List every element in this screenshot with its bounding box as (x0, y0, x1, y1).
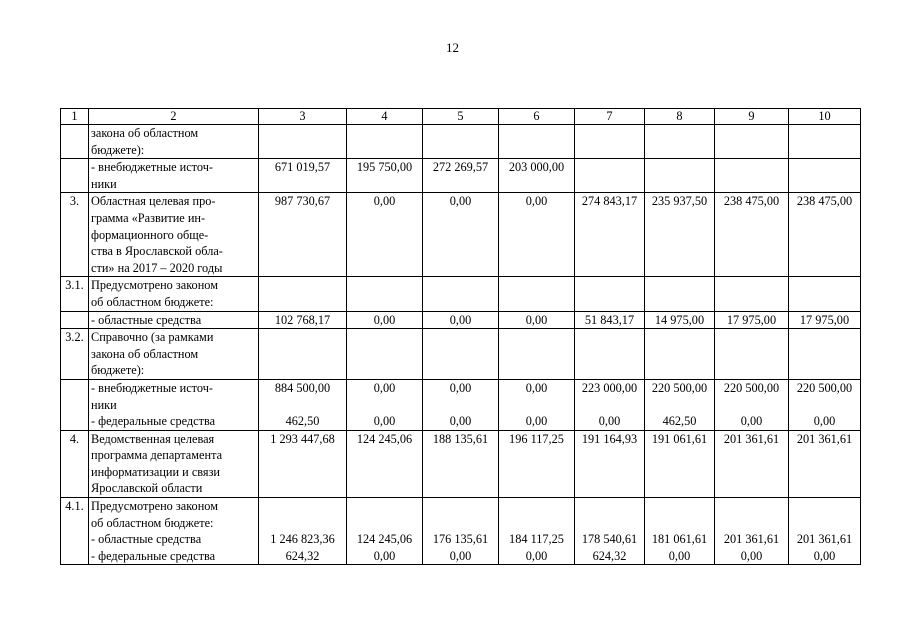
row-name-line: - федеральные средства (91, 548, 216, 563)
value: 188 135,61 (432, 431, 489, 446)
table-row (61, 329, 861, 380)
value: 274 843,17 (581, 194, 638, 209)
value (349, 498, 420, 515)
value-cell-col-5 (423, 125, 499, 159)
value-cell-col-3 (259, 498, 347, 565)
value (577, 515, 642, 532)
value (647, 515, 712, 532)
value-cell-col-3 (259, 311, 347, 329)
value (349, 515, 420, 532)
value: 17 975,00 (799, 312, 850, 327)
value (717, 397, 786, 414)
value-cell-col-5 (423, 159, 499, 193)
value: 191 164,93 (581, 431, 638, 446)
table-row (61, 193, 861, 277)
value (791, 515, 858, 532)
column-header-3: 3 (259, 109, 347, 125)
value (425, 498, 496, 515)
value (647, 397, 712, 414)
value-cell-col-6 (499, 159, 575, 193)
row-name-line: Областная целевая про- (91, 194, 216, 209)
value (261, 397, 344, 414)
row-name-line: закона об областном (91, 346, 199, 361)
page-number: 12 (446, 40, 459, 55)
table-body (61, 125, 861, 565)
column-header-2: 2 (89, 109, 259, 125)
row-name (89, 193, 259, 277)
value: 17 975,00 (726, 312, 777, 327)
value: 238 475,00 (723, 194, 780, 209)
value: 462,50 (285, 414, 320, 429)
value-cell-col-9 (715, 498, 789, 565)
row-name-line: ники (91, 397, 117, 412)
row-name-line: - областные средства (91, 532, 202, 547)
value: 201 361,61 (723, 431, 780, 446)
row-name-line: формационного обще- (91, 227, 209, 242)
value (349, 397, 420, 414)
value-cell-col-6 (499, 379, 575, 430)
value-cell-col-5 (423, 329, 499, 380)
value: 51 843,17 (584, 312, 635, 327)
row-name-line: информатизации и связи (91, 464, 221, 479)
value (501, 515, 572, 532)
value (577, 397, 642, 414)
value: 102 768,17 (274, 312, 331, 327)
value: 0,00 (449, 548, 472, 563)
value-cell-col-9 (715, 125, 789, 159)
row-number: 3.1. (61, 277, 89, 311)
value-cell-col-4 (347, 430, 423, 497)
value-cell-col-4 (347, 125, 423, 159)
value-cell-col-8 (645, 159, 715, 193)
value-cell-col-5 (423, 277, 499, 311)
value: 987 730,67 (274, 194, 331, 209)
value-cell-col-7 (575, 277, 645, 311)
value: 0,00 (525, 548, 548, 563)
row-name-line: бюджете): (91, 363, 145, 378)
value-cell-col-8 (645, 193, 715, 277)
value: 0,00 (449, 380, 472, 395)
value: 0,00 (525, 414, 548, 429)
budget-table (60, 108, 861, 565)
row-name-line: об областном бюджете: (91, 294, 214, 309)
value-cell-col-3 (259, 329, 347, 380)
row-name (89, 329, 259, 380)
value-cell-col-10 (789, 498, 861, 565)
value-cell-col-3 (259, 379, 347, 430)
column-header-1: 1 (61, 109, 89, 125)
value: 0,00 (373, 380, 396, 395)
value-cell-col-9 (715, 193, 789, 277)
row-name-line: бюджете): (91, 142, 145, 157)
value: 0,00 (525, 194, 548, 209)
value-cell-col-6 (499, 498, 575, 565)
value: 0,00 (525, 380, 548, 395)
row-number: 3.2. (61, 329, 89, 380)
value: 0,00 (373, 194, 396, 209)
value: 184 117,25 (509, 532, 564, 547)
row-name-line: закона об областном (91, 126, 199, 140)
row-name (89, 498, 259, 565)
value: 624,32 (285, 548, 320, 563)
value (261, 498, 344, 515)
value: 272 269,57 (432, 160, 489, 175)
value: 0,00 (449, 194, 472, 209)
value: 0,00 (740, 548, 763, 563)
value-cell-col-10 (789, 379, 861, 430)
value-cell-col-4 (347, 159, 423, 193)
table-row (61, 430, 861, 497)
value: 0,00 (449, 414, 472, 429)
value-cell-col-7 (575, 311, 645, 329)
value: 0,00 (740, 414, 763, 429)
value: 0,00 (668, 548, 691, 563)
value-cell-col-9 (715, 430, 789, 497)
row-name-line: - внебюджетные источ- (91, 160, 213, 175)
value: 0,00 (813, 548, 836, 563)
row-name-line: ства в Ярославской обла- (91, 244, 223, 259)
value-cell-col-8 (645, 125, 715, 159)
value: 124 245,06 (356, 431, 413, 446)
value: 14 975,00 (654, 312, 705, 327)
value: 0,00 (449, 312, 472, 327)
row-name-line: об областном бюджете: (91, 515, 214, 530)
row-number (61, 379, 89, 430)
value: 178 540,61 (581, 532, 638, 547)
row-number (61, 311, 89, 329)
value-cell-col-5 (423, 498, 499, 565)
row-name-line: - федеральные средства (91, 414, 216, 429)
value-cell-col-10 (789, 193, 861, 277)
value-cell-col-6 (499, 311, 575, 329)
value: 195 750,00 (356, 160, 413, 175)
value-cell-col-4 (347, 329, 423, 380)
value-cell-col-4 (347, 193, 423, 277)
row-name-line: Справочно (за рамками (91, 330, 214, 345)
value-cell-col-3 (259, 277, 347, 311)
value-cell-col-4 (347, 311, 423, 329)
value: 0,00 (373, 548, 396, 563)
value-cell-col-10 (789, 125, 861, 159)
value-cell-col-5 (423, 311, 499, 329)
value-cell-col-9 (715, 311, 789, 329)
row-name-line: - областные средства (91, 312, 202, 327)
value-cell-col-9 (715, 379, 789, 430)
value (425, 515, 496, 532)
row-name-line: Предусмотрено законом (91, 278, 218, 293)
value: 235 937,50 (651, 194, 708, 209)
row-name-line: Ведомственная целевая (91, 431, 215, 446)
column-header-8: 8 (645, 109, 715, 125)
value (791, 397, 858, 414)
table-row (61, 379, 861, 430)
value-cell-col-9 (715, 159, 789, 193)
table-row (61, 125, 861, 159)
table-row (61, 498, 861, 565)
value: 0,00 (373, 312, 396, 327)
value-cell-col-6 (499, 329, 575, 380)
value (717, 515, 786, 532)
row-name-line: грамма «Развитие ин- (91, 210, 206, 225)
value-cell-col-3 (259, 193, 347, 277)
value: 220 500,00 (796, 380, 853, 395)
row-name-line: Ярославской области (91, 481, 203, 496)
value: 884 500,00 (274, 380, 331, 395)
value (791, 498, 858, 515)
value: 238 475,00 (796, 194, 853, 209)
value-cell-col-7 (575, 193, 645, 277)
row-name-line: ники (91, 176, 117, 191)
value-cell-col-7 (575, 379, 645, 430)
column-header-6: 6 (499, 109, 575, 125)
value-cell-col-7 (575, 329, 645, 380)
value-cell-col-3 (259, 125, 347, 159)
value (647, 498, 712, 515)
table-row (61, 311, 861, 329)
value: 191 061,61 (651, 431, 708, 446)
value (425, 397, 496, 414)
value: 176 135,61 (432, 532, 489, 547)
value (577, 498, 642, 515)
row-number: 4.1. (61, 498, 89, 565)
column-header-10: 10 (789, 109, 861, 125)
row-number (61, 125, 89, 159)
row-name (89, 311, 259, 329)
value: 203 000,00 (508, 160, 565, 175)
value-cell-col-4 (347, 277, 423, 311)
row-name (89, 379, 259, 430)
value-cell-col-6 (499, 125, 575, 159)
value: 124 245,06 (356, 532, 413, 547)
table-row (61, 277, 861, 311)
value (717, 498, 786, 515)
value-cell-col-5 (423, 430, 499, 497)
value: 0,00 (813, 414, 836, 429)
table-row (61, 159, 861, 193)
value: 1 246 823,36 (270, 532, 335, 547)
value: 201 361,61 (723, 532, 780, 547)
value: 201 361,61 (796, 532, 853, 547)
row-name-line: программа департамента (91, 448, 223, 463)
value-cell-col-8 (645, 277, 715, 311)
value (261, 515, 344, 532)
value-cell-col-10 (789, 430, 861, 497)
row-name (89, 277, 259, 311)
value (501, 498, 572, 515)
value-cell-col-7 (575, 498, 645, 565)
row-name (89, 125, 259, 159)
value: 0,00 (373, 414, 396, 429)
value-cell-col-6 (499, 193, 575, 277)
value: 0,00 (598, 414, 621, 429)
value-cell-col-6 (499, 277, 575, 311)
value-cell-col-3 (259, 159, 347, 193)
row-number (61, 159, 89, 193)
value-cell-col-7 (575, 430, 645, 497)
row-name (89, 430, 259, 497)
row-name-line: сти» на 2017 – 2020 годы (91, 260, 223, 275)
value (501, 397, 572, 414)
row-number: 3. (61, 193, 89, 277)
value: 220 500,00 (651, 380, 708, 395)
value-cell-col-4 (347, 498, 423, 565)
value-cell-col-8 (645, 498, 715, 565)
value-cell-col-8 (645, 430, 715, 497)
value: 220 500,00 (723, 380, 780, 395)
row-name-line: - внебюджетные источ- (91, 380, 213, 395)
value: 1 293 447,68 (270, 431, 335, 446)
column-header-9: 9 (715, 109, 789, 125)
value: 201 361,61 (796, 431, 853, 446)
value: 462,50 (662, 414, 697, 429)
value-cell-col-10 (789, 159, 861, 193)
row-number: 4. (61, 430, 89, 497)
value-cell-col-8 (645, 379, 715, 430)
value-cell-col-10 (789, 329, 861, 380)
value: 624,32 (592, 548, 627, 563)
value: 181 061,61 (651, 532, 708, 547)
value-cell-col-3 (259, 430, 347, 497)
column-header-4: 4 (347, 109, 423, 125)
value-cell-col-7 (575, 159, 645, 193)
row-name (89, 159, 259, 193)
value-cell-col-9 (715, 329, 789, 380)
row-name-line: Предусмотрено законом (91, 499, 218, 514)
value-cell-col-10 (789, 277, 861, 311)
value: 0,00 (525, 312, 548, 327)
table-header-row (61, 109, 861, 125)
value: 223 000,00 (581, 380, 638, 395)
value: 196 117,25 (509, 431, 564, 446)
value: 671 019,57 (274, 160, 331, 175)
value-cell-col-5 (423, 193, 499, 277)
column-header-5: 5 (423, 109, 499, 125)
value-cell-col-8 (645, 311, 715, 329)
value-cell-col-9 (715, 277, 789, 311)
value-cell-col-6 (499, 430, 575, 497)
value-cell-col-5 (423, 379, 499, 430)
column-header-7: 7 (575, 109, 645, 125)
value-cell-col-10 (789, 311, 861, 329)
value-cell-col-7 (575, 125, 645, 159)
value-cell-col-4 (347, 379, 423, 430)
value-cell-col-8 (645, 329, 715, 380)
